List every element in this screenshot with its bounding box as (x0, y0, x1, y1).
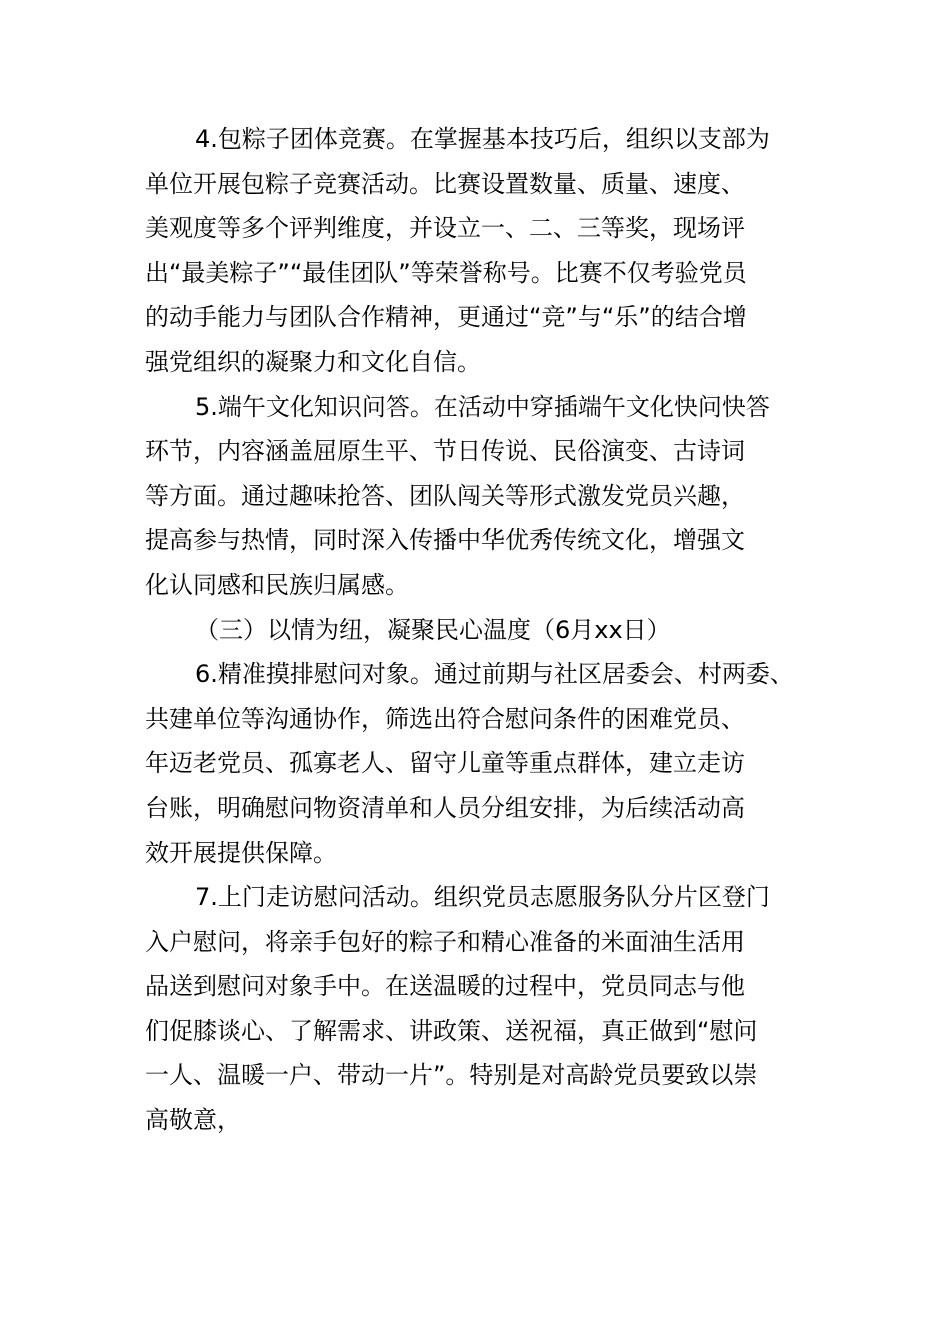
text-line: 年迈老党员、孤寡老人、留守儿童等重点群体，建立走访 (145, 749, 745, 778)
heading-line: （三）以情为纽，凝聚民心温度（6月xx日） (195, 615, 671, 644)
section-heading-3 (145, 608, 825, 653)
text-line: 的动手能力与团队合作精神，更通过“竞”与“乐”的结合增 (145, 303, 747, 332)
text-line: 美观度等多个评判维度，并设立一、二、三等奖，现场评 (145, 214, 745, 243)
text-line: 6.精准摸排慰问对象。通过前期与社区居委会、村两委、 (195, 660, 794, 689)
text-line: 环节，内容涵盖屈原生平、节日传说、民俗演变、古诗词 (145, 437, 745, 466)
document-page (145, 117, 825, 1143)
text-line: 化认同感和民族归属感。 (145, 570, 409, 599)
text-line: 效开展提供保障。 (145, 838, 337, 867)
text-line: 7.上门走访慰问活动。组织党员志愿服务队分片区登门 (195, 883, 770, 912)
text-line: 出“最美粽子”“最佳团队”等荣誉称号。比赛不仅考验党员 (145, 258, 747, 287)
text-line: 品送到慰问对象手中。在送温暖的过程中，党员同志与他 (145, 972, 745, 1001)
text-line: 共建单位等沟通协作，筛选出符合慰问条件的困难党员、 (145, 704, 745, 733)
paragraph-item-7 (145, 875, 825, 1143)
text-line: 们促膝谈心、了解需求、讲政策、送祝福，真正做到“慰问 (145, 1016, 758, 1045)
text-line: 单位开展包粽子竞赛活动。比赛设置数量、质量、速度、 (145, 169, 745, 198)
paragraph-item-4 (145, 117, 825, 385)
text-line: 提高参与热情，同时深入传播中华优秀传统文化，增强文 (145, 526, 745, 555)
text-line: 高敬意， (145, 1106, 241, 1135)
text-line: 强党组织的凝聚力和文化自信。 (145, 347, 481, 376)
text-line: 入户慰问，将亲手包好的粽子和精心准备的米面油生活用 (145, 927, 745, 956)
paragraph-item-5 (145, 385, 825, 608)
text-line: 一人、温暖一户、带动一片”。特别是对高龄党员要致以崇 (145, 1061, 758, 1090)
paragraph-item-6 (145, 652, 825, 875)
text-line: 5.端午文化知识问答。在活动中穿插端午文化快问快答 (195, 392, 770, 421)
text-line: 等方面。通过趣味抢答、团队闯关等形式激发党员兴趣， (145, 481, 745, 510)
text-line: 4.包粽子团体竞赛。在掌握基本技巧后，组织以支部为 (195, 125, 770, 153)
text-line: 台账，明确慰问物资清单和人员分组安排，为后续活动高 (145, 793, 745, 822)
